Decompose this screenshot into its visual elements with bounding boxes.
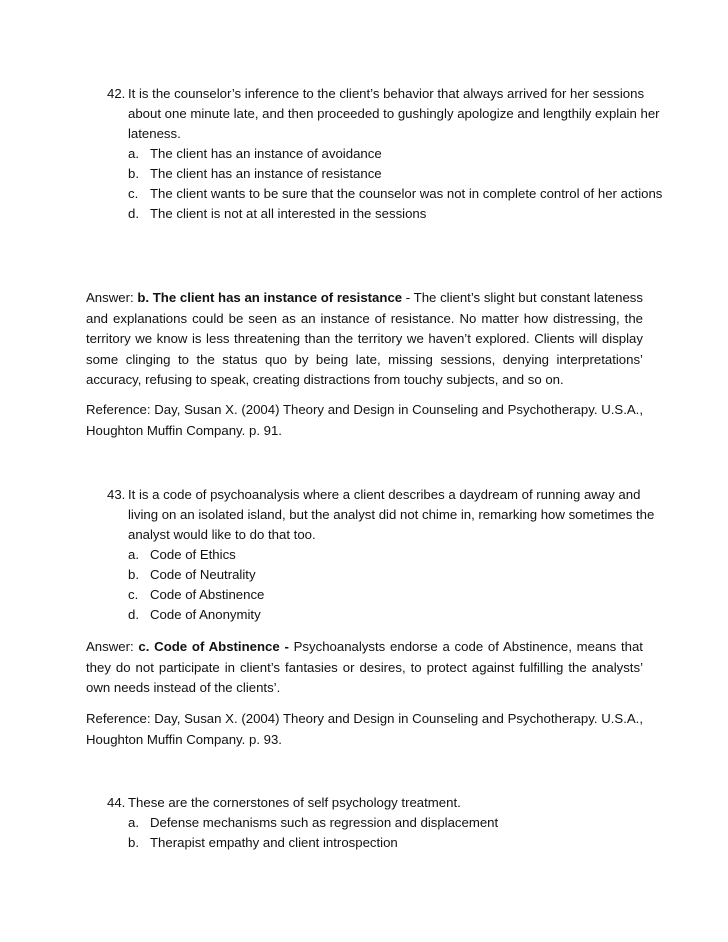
question-42: [107, 84, 667, 224]
question-number: 44.: [107, 795, 126, 810]
option-a: a. Code of Ethics: [128, 547, 236, 562]
option-b: b. Therapist empathy and client introspection: [128, 835, 398, 850]
answer-label: Answer:: [86, 290, 138, 305]
option-list: [128, 813, 667, 853]
answer-choice: c. Code of Abstinence -: [138, 639, 289, 654]
reference-42: Reference: Day, Susan X. (2004) Theory and Design in Counseling and Psychotherapy. U.S.A., Houghton Muffin Company. p. 91.: [86, 402, 643, 438]
option-list: [128, 545, 667, 625]
option-b: b. Code of Neutrality: [128, 567, 256, 582]
question-44: [107, 793, 667, 853]
option-b: b. The client has an instance of resistance: [128, 166, 382, 181]
option-d: d. The client is not at all interested in the sessions: [128, 206, 427, 221]
question-43: [107, 485, 667, 625]
answer-43: [86, 637, 643, 699]
option-a: a. Defense mechanisms such as regression and displacement: [128, 815, 499, 830]
question-number: 42.: [107, 86, 126, 101]
answer-42: [86, 288, 643, 391]
option-c: c. Code of Abstinence: [128, 587, 265, 602]
question-stem: It is the counselor’s inference to the client’s behavior that always arrived for her sessions about one minute late, and then proceeded to gushingly apologize and lengthily explain her lateness.: [128, 86, 660, 141]
question-stem: These are the cornerstones of self psychology treatment.: [128, 795, 461, 810]
answer-label: Answer:: [86, 639, 139, 654]
option-c: c. The client wants to be sure that the counselor was not in complete control of her actions: [128, 186, 663, 201]
reference-43: Reference: Day, Susan X. (2004) Theory and Design in Counseling and Psychotherapy. U.S.A., Houghton Muffin Company. p. 93.: [86, 711, 643, 747]
answer-choice: b. The client has an instance of resistance: [137, 290, 403, 305]
answer-explanation: - The client’s slight but constant lateness and explanations could be seen as an instance of resistance. No matter how distressing, the territory we know is less threatening than the territory we haven’t explored. Clients will display some clinging to the status quo by being late, missing sessions, denying interpretations’ accuracy, refusing to speak, creating distractions from touchy subjects, and so on.: [86, 290, 643, 387]
question-stem: It is a code of psychoanalysis where a client describes a daydream of running away and living on an isolated island, but the analyst did not chime in, remarking how sometimes the analyst would like to do that too.: [128, 487, 655, 542]
answer-explanation: Psychoanalysts endorse a code of Abstinence, means that they do not participate in client’s fantasies or desires, to protect against fulfilling the analysts’ own needs instead of the clients’.: [86, 639, 643, 695]
option-list: [128, 144, 667, 224]
option-d: d. Code of Anonymity: [128, 607, 261, 622]
question-number: 43.: [107, 487, 126, 502]
option-a: a. The client has an instance of avoidance: [128, 146, 382, 161]
